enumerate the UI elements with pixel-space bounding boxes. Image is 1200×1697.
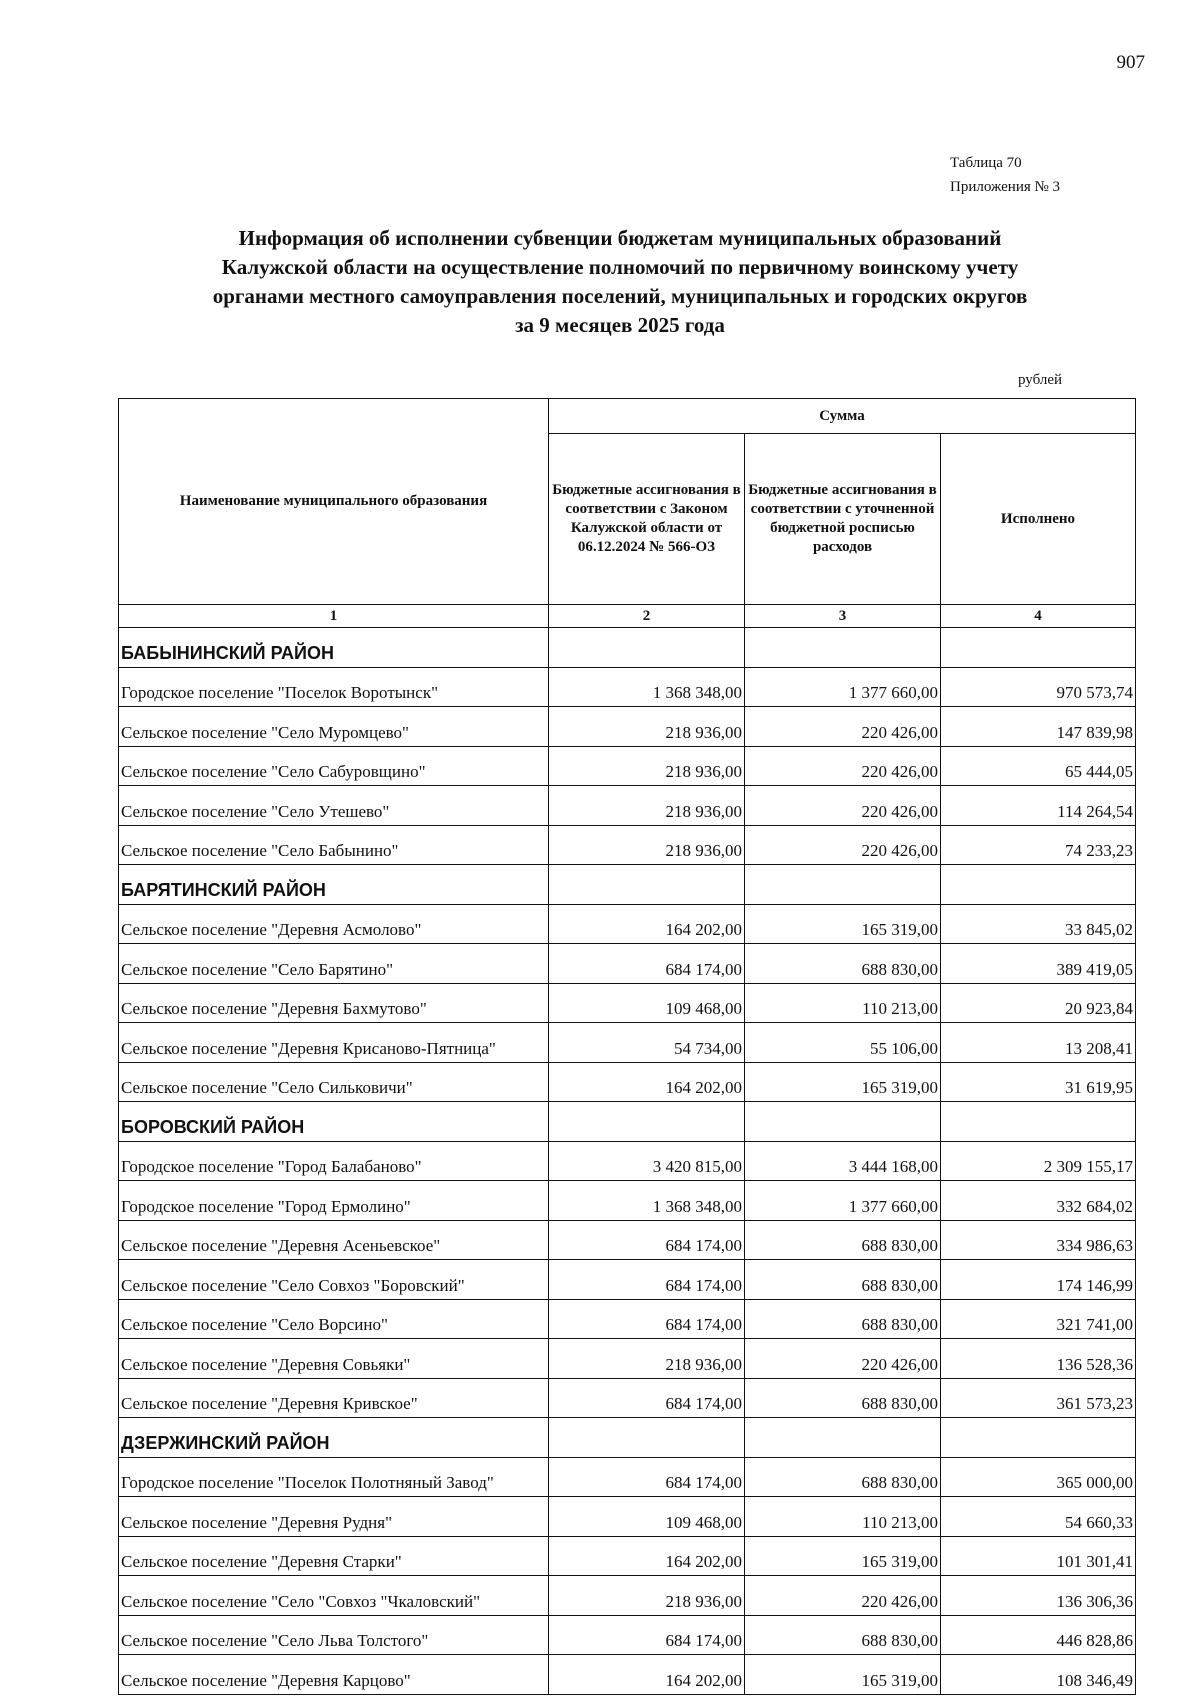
revised-allocation-cell: 220 426,00	[745, 1576, 941, 1616]
municipality-name-cell: Сельское поселение "Село Ворсино"	[119, 1299, 549, 1339]
executed-amount-cell: 361 573,23	[941, 1378, 1136, 1418]
revised-allocation-cell: 688 830,00	[745, 1457, 941, 1497]
table-row	[119, 1062, 1136, 1102]
law-allocation-cell: 684 174,00	[549, 1378, 745, 1418]
table-row	[119, 786, 1136, 826]
header-name: Наименование муниципального образования	[119, 399, 549, 605]
executed-amount-cell	[941, 1418, 1136, 1458]
table-row	[119, 1023, 1136, 1063]
law-allocation-cell: 218 936,00	[549, 1576, 745, 1616]
law-allocation-cell: 684 174,00	[549, 1615, 745, 1655]
region-header-row	[119, 1418, 1136, 1458]
law-allocation-cell: 1 368 348,00	[549, 667, 745, 707]
revised-allocation-cell: 1 377 660,00	[745, 667, 941, 707]
revised-allocation-cell: 165 319,00	[745, 1062, 941, 1102]
municipality-name-cell: Сельское поселение "Село Барятино"	[119, 944, 549, 984]
table-row	[119, 1181, 1136, 1221]
executed-amount-cell: 321 741,00	[941, 1299, 1136, 1339]
executed-amount-cell	[941, 628, 1136, 668]
subvention-table	[118, 398, 1136, 1695]
law-allocation-cell	[549, 628, 745, 668]
law-allocation-cell: 684 174,00	[549, 944, 745, 984]
title-line: Калужской области на осуществление полномочий по первичному воинскому учету	[221, 255, 1019, 279]
municipality-name-cell: Сельское поселение "Деревня Бахмутово"	[119, 983, 549, 1023]
table-row	[119, 1378, 1136, 1418]
law-allocation-cell: 54 734,00	[549, 1023, 745, 1063]
executed-amount-cell: 446 828,86	[941, 1615, 1136, 1655]
municipality-name-cell: Сельское поселение "Деревня Старки"	[119, 1536, 549, 1576]
table-row	[119, 1615, 1136, 1655]
executed-amount-cell: 13 208,41	[941, 1023, 1136, 1063]
title-line: органами местного самоуправления поселений, муниципальных и городских округов	[212, 284, 1028, 308]
revised-allocation-cell	[745, 865, 941, 905]
law-allocation-cell: 684 174,00	[549, 1457, 745, 1497]
revised-allocation-cell	[745, 1418, 941, 1458]
law-allocation-cell: 164 202,00	[549, 1536, 745, 1576]
municipality-name-cell: Городское поселение "Город Балабаново"	[119, 1141, 549, 1181]
municipality-name-cell: Сельское поселение "Деревня Крисаново-Пятница"	[119, 1023, 549, 1063]
header-col-number: 3	[745, 605, 941, 628]
table-row	[119, 1655, 1136, 1695]
table-row	[119, 1141, 1136, 1181]
municipality-name-cell: Сельское поселение "Деревня Рудня"	[119, 1497, 549, 1537]
revised-allocation-cell: 688 830,00	[745, 1299, 941, 1339]
executed-amount-cell	[941, 865, 1136, 905]
table-row	[119, 1339, 1136, 1379]
revised-allocation-cell: 110 213,00	[745, 1497, 941, 1537]
law-allocation-cell: 109 468,00	[549, 983, 745, 1023]
municipality-name-cell: БАБЫНИНСКИЙ РАЙОН	[119, 628, 549, 668]
header-col-number: 1	[119, 605, 549, 628]
law-allocation-cell: 218 936,00	[549, 825, 745, 865]
law-allocation-cell: 218 936,00	[549, 746, 745, 786]
municipality-name-cell: Городское поселение "Город Ермолино"	[119, 1181, 549, 1221]
executed-amount-cell: 147 839,98	[941, 707, 1136, 747]
table-row	[119, 1299, 1136, 1339]
executed-amount-cell: 2 309 155,17	[941, 1141, 1136, 1181]
revised-allocation-cell: 3 444 168,00	[745, 1141, 941, 1181]
executed-amount-cell: 65 444,05	[941, 746, 1136, 786]
revised-allocation-cell: 688 830,00	[745, 1260, 941, 1300]
revised-allocation-cell: 110 213,00	[745, 983, 941, 1023]
revised-allocation-cell: 165 319,00	[745, 1536, 941, 1576]
municipality-name-cell: Сельское поселение "Село Совхоз "Боровский"	[119, 1260, 549, 1300]
table-row	[119, 1260, 1136, 1300]
revised-allocation-cell: 220 426,00	[745, 707, 941, 747]
municipality-name-cell: Сельское поселение "Село Сабуровщино"	[119, 746, 549, 786]
law-allocation-cell: 218 936,00	[549, 786, 745, 826]
table-row	[119, 983, 1136, 1023]
revised-allocation-cell: 165 319,00	[745, 904, 941, 944]
table-row	[119, 1497, 1136, 1537]
header-executed: Исполнено	[941, 434, 1136, 605]
executed-amount-cell: 20 923,84	[941, 983, 1136, 1023]
table-row	[119, 944, 1136, 984]
region-header-row	[119, 1102, 1136, 1142]
header-col-number: 4	[941, 605, 1136, 628]
table-row	[119, 667, 1136, 707]
municipality-name-cell: Сельское поселение "Деревня Асеньевское"	[119, 1220, 549, 1260]
table-row	[119, 707, 1136, 747]
table-row	[119, 1220, 1136, 1260]
municipality-name-cell: Сельское поселение "Деревня Совьяки"	[119, 1339, 549, 1379]
law-allocation-cell	[549, 1102, 745, 1142]
executed-amount-cell: 54 660,33	[941, 1497, 1136, 1537]
header-sum: Сумма	[549, 399, 1136, 434]
law-allocation-cell: 684 174,00	[549, 1220, 745, 1260]
table-row	[119, 1457, 1136, 1497]
executed-amount-cell: 114 264,54	[941, 786, 1136, 826]
law-allocation-cell: 1 368 348,00	[549, 1181, 745, 1221]
law-allocation-cell: 218 936,00	[549, 1339, 745, 1379]
municipality-name-cell: Сельское поселение "Село "Совхоз "Чкаловский"	[119, 1576, 549, 1616]
table-row	[119, 1576, 1136, 1616]
region-header-row	[119, 628, 1136, 668]
table-body	[119, 628, 1136, 1695]
revised-allocation-cell: 688 830,00	[745, 1220, 941, 1260]
executed-amount-cell: 136 306,36	[941, 1576, 1136, 1616]
revised-allocation-cell: 220 426,00	[745, 825, 941, 865]
law-allocation-cell	[549, 1418, 745, 1458]
revised-allocation-cell	[745, 628, 941, 668]
municipality-name-cell: БОРОВСКИЙ РАЙОН	[119, 1102, 549, 1142]
municipality-name-cell: Сельское поселение "Село Муромцево"	[119, 707, 549, 747]
executed-amount-cell: 970 573,74	[941, 667, 1136, 707]
appendix-number: Приложения № 3	[950, 179, 1061, 195]
title-line: за 9 месяцев 2025 года	[515, 313, 725, 337]
table-row	[119, 825, 1136, 865]
executed-amount-cell: 101 301,41	[941, 1536, 1136, 1576]
table-reference	[950, 151, 1060, 199]
revised-allocation-cell: 1 377 660,00	[745, 1181, 941, 1221]
executed-amount-cell: 174 146,99	[941, 1260, 1136, 1300]
municipality-name-cell: Сельское поселение "Село Утешево"	[119, 786, 549, 826]
revised-allocation-cell: 220 426,00	[745, 1339, 941, 1379]
municipality-name-cell: Городское поселение "Поселок Полотняный Завод"	[119, 1457, 549, 1497]
executed-amount-cell: 108 346,49	[941, 1655, 1136, 1695]
table-row	[119, 904, 1136, 944]
law-allocation-cell: 3 420 815,00	[549, 1141, 745, 1181]
law-allocation-cell: 164 202,00	[549, 904, 745, 944]
table-number: Таблица 70	[950, 155, 1022, 171]
municipality-name-cell: Сельское поселение "Село Бабынино"	[119, 825, 549, 865]
law-allocation-cell: 218 936,00	[549, 707, 745, 747]
law-allocation-cell: 109 468,00	[549, 1497, 745, 1537]
municipality-name-cell: Сельское поселение "Деревня Кривское"	[119, 1378, 549, 1418]
revised-allocation-cell: 688 830,00	[745, 944, 941, 984]
law-allocation-cell: 684 174,00	[549, 1299, 745, 1339]
executed-amount-cell: 332 684,02	[941, 1181, 1136, 1221]
law-allocation-cell: 684 174,00	[549, 1260, 745, 1300]
revised-allocation-cell	[745, 1102, 941, 1142]
header-law-allocations: Бюджетные ассигнования в соответствии с Законом Калужской области от 06.12.2024 № 566-ОЗ	[549, 434, 745, 605]
executed-amount-cell: 74 233,23	[941, 825, 1136, 865]
revised-allocation-cell: 688 830,00	[745, 1615, 941, 1655]
table-row	[119, 1536, 1136, 1576]
revised-allocation-cell: 220 426,00	[745, 786, 941, 826]
law-allocation-cell: 164 202,00	[549, 1655, 745, 1695]
revised-allocation-cell: 220 426,00	[745, 746, 941, 786]
executed-amount-cell: 365 000,00	[941, 1457, 1136, 1497]
law-allocation-cell: 164 202,00	[549, 1062, 745, 1102]
municipality-name-cell: Сельское поселение "Село Сильковичи"	[119, 1062, 549, 1102]
municipality-name-cell: Сельское поселение "Деревня Карцово"	[119, 1655, 549, 1695]
page-number: 907	[1116, 52, 1145, 73]
document-title	[120, 224, 1120, 340]
executed-amount-cell: 31 619,95	[941, 1062, 1136, 1102]
municipality-name-cell: ДЗЕРЖИНСКИЙ РАЙОН	[119, 1418, 549, 1458]
header-col-number: 2	[549, 605, 745, 628]
executed-amount-cell	[941, 1102, 1136, 1142]
executed-amount-cell: 136 528,36	[941, 1339, 1136, 1379]
header-revised-allocations: Бюджетные ассигнования в соответствии с уточненной бюджетной росписью расходов	[745, 434, 941, 605]
municipality-name-cell: Городское поселение "Поселок Воротынск"	[119, 667, 549, 707]
municipality-name-cell: БАРЯТИНСКИЙ РАЙОН	[119, 865, 549, 905]
municipality-name-cell: Сельское поселение "Село Льва Толстого"	[119, 1615, 549, 1655]
title-line: Информация об исполнении субвенции бюджетам муниципальных образований	[238, 226, 1002, 250]
table-row	[119, 746, 1136, 786]
region-header-row	[119, 865, 1136, 905]
revised-allocation-cell: 165 319,00	[745, 1655, 941, 1695]
executed-amount-cell: 334 986,63	[941, 1220, 1136, 1260]
municipality-name-cell: Сельское поселение "Деревня Асмолово"	[119, 904, 549, 944]
revised-allocation-cell: 55 106,00	[745, 1023, 941, 1063]
revised-allocation-cell: 688 830,00	[745, 1378, 941, 1418]
law-allocation-cell	[549, 865, 745, 905]
executed-amount-cell: 389 419,05	[941, 944, 1136, 984]
executed-amount-cell: 33 845,02	[941, 904, 1136, 944]
units-label: рублей	[1018, 372, 1063, 388]
